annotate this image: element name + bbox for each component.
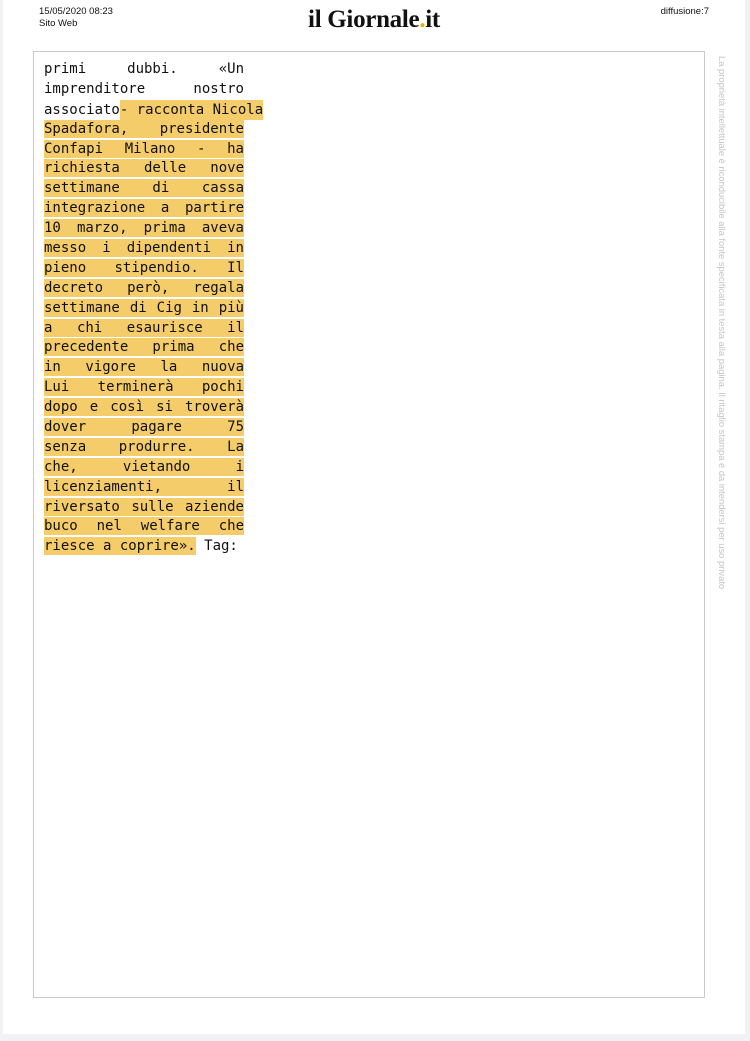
article-line — [44, 60, 244, 80]
article-line-text: precedente prima che — [44, 338, 244, 358]
article-line — [44, 398, 244, 418]
tag-label: Tag: — [195, 538, 238, 555]
article-line-text: imprenditore nostro — [44, 80, 244, 97]
article-line — [44, 478, 244, 498]
article-line-text: riversato sulle aziende — [44, 498, 244, 518]
article-line — [44, 239, 244, 259]
article-line-text: senza produrre. La — [44, 438, 244, 458]
article-line-text: richiesta delle nove — [44, 160, 244, 177]
article-line-text: settimane di cassa — [44, 180, 244, 197]
article-line-text: primi dubbi. «Un — [44, 61, 244, 77]
article-line-text: integrazione a partire — [44, 199, 244, 219]
article-line-text: in vigore la nuova — [44, 358, 244, 378]
article-line — [44, 140, 244, 160]
newspaper-logo — [3, 6, 745, 34]
article-line — [44, 498, 244, 518]
source-type: Sito Web — [39, 18, 78, 29]
article-line — [44, 319, 244, 339]
article-line — [44, 100, 264, 120]
article-line — [44, 438, 244, 458]
article-line-text: riesce a coprire». — [44, 538, 196, 555]
article-line — [44, 120, 244, 140]
article-line — [44, 338, 244, 358]
article-line-text: settimane di Cig in più — [44, 299, 244, 319]
article-line — [44, 80, 244, 100]
article-line — [44, 179, 244, 199]
logo-tld: it — [425, 6, 440, 33]
diffusion-label: diffusione:7 — [660, 6, 709, 17]
article-line-text: associato — [44, 101, 120, 118]
article-line-text: dover pagare 75 — [44, 418, 244, 438]
article-line — [44, 418, 244, 438]
article-line — [44, 517, 244, 537]
logo-dot: . — [419, 6, 426, 33]
logo-main: il Giornale — [308, 6, 420, 33]
article-line-text: a chi esaurisce il — [44, 319, 244, 339]
article-line — [44, 159, 244, 179]
article-column — [44, 60, 264, 557]
article-line-text: decreto però, regala — [44, 279, 244, 299]
article-line — [44, 299, 244, 319]
publication-date: 15/05/2020 08:23 — [39, 6, 113, 17]
article-line — [44, 537, 244, 557]
article-line — [44, 279, 244, 299]
article-line — [44, 358, 244, 378]
copyright-notice: La proprietà intellettuale è riconducibile alla fonte specificata in testa alla pagina. Il ritaglio stampa è da intendersi per uso privato — [717, 56, 728, 590]
article-line-text: Lui terminerà pochi — [44, 378, 244, 398]
article-line-text: messo i dipendenti in — [44, 239, 244, 259]
article-line-text: pieno stipendio. Il — [44, 259, 244, 279]
article-line — [44, 259, 244, 279]
article-line — [44, 199, 244, 219]
article-line-text: dopo e così si troverà — [44, 398, 244, 418]
article-line-text: - racconta Nicola — [119, 101, 264, 118]
article-line — [44, 378, 244, 398]
article-line — [44, 458, 244, 478]
article-line-text: licenziamenti, il — [44, 478, 244, 498]
article-line — [44, 219, 244, 239]
article-line-text: 10 marzo, prima aveva — [44, 220, 244, 237]
article-line-text: che, vietando i — [44, 458, 244, 475]
article-line-text: Spadafora, presidente — [44, 120, 244, 140]
article-line-text: Confapi Milano - ha — [44, 140, 244, 160]
article-line-text: buco nel welfare che — [44, 517, 244, 537]
